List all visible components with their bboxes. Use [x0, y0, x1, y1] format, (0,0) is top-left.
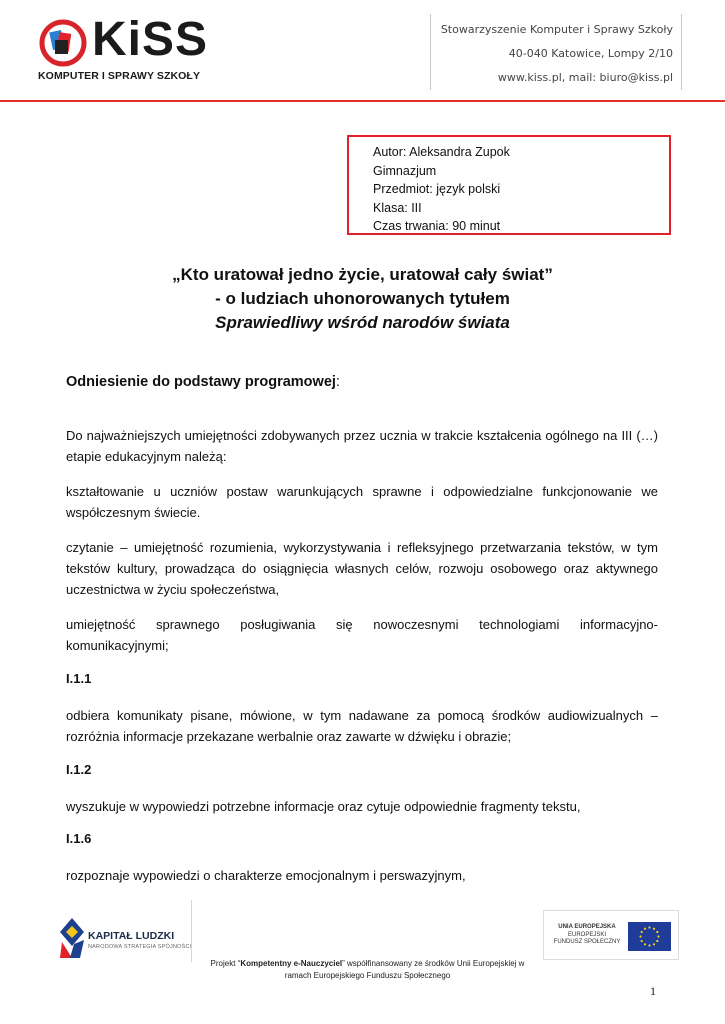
eu-line-3: FUNDUSZ SPOŁECZNY [553, 939, 621, 945]
project-pre: Projekt “ [210, 959, 241, 968]
paragraph-requirement-3: rozpoznaje wypowiedzi o charakterze emocjonalnym i perswazyjnym, [66, 868, 466, 883]
eu-efs-logo [543, 910, 679, 960]
info-subject: Przedmiot: język polski [373, 182, 501, 196]
eu-flag-icon [628, 922, 671, 951]
section-heading-colon: : [335, 374, 340, 390]
title-line-1: „Kto uratował jedno życie, uratował cały świat” [172, 265, 553, 284]
project-post: ” współfinansowany ze środków Unii Europejskiej w [342, 959, 525, 968]
info-school: Gimnazjum [373, 163, 437, 178]
eu-line-2: EUROPEJSKI [567, 931, 606, 938]
contact-block [441, 18, 673, 90]
paragraph-reading: czytanie – umiejętność rozumienia, wykorzystywania i refleksyjnego przetwarzania tekstów, w tym tekstów kultury, prowadząca do osiągnięcia własnych celów, rozwoju osobowego oraz aktywnego uczestnictwa w życiu społeczeństwa, [66, 540, 658, 597]
info-class: Klasa: III [373, 200, 422, 215]
title-line-2: - o ludziach uhonorowanych tytułem [215, 289, 510, 308]
header-divider-left [430, 14, 431, 90]
kapital-ludzki-logo [60, 918, 190, 960]
header-divider-right [681, 14, 682, 90]
document-title [0, 263, 725, 335]
kiss-logo-icon [38, 18, 88, 68]
logo-subtitle: KOMPUTER I SPRAWY SZKOŁY [38, 70, 201, 82]
kiss-logo [38, 14, 213, 86]
project-line-1 [150, 958, 585, 970]
kapital-ludzki-subtitle: NARODOWA STRATEGIA SPÓJNOŚCI [88, 944, 192, 950]
requirement-code-3: I.1.6 [66, 831, 92, 846]
contact-web-mail: www.kiss.pl, mail: biuro@kiss.pl [497, 71, 673, 84]
header-rule [0, 100, 725, 102]
paragraph-requirement-2: wyszukuje w wypowiedzi potrzebne informacje oraz cytuje odpowiednie fragmenty tekstu, [66, 799, 581, 814]
kapital-ludzki-title: KAPITAŁ LUDZKI [88, 930, 175, 942]
paragraph-intro: Do najważniejszych umiejętności zdobywanych przez ucznia w trakcie kształcenia ogólnego na III (…) etapie edukacyjnym należą: [66, 428, 658, 464]
requirement-code-2: I.1.2 [66, 762, 92, 777]
lesson-info-box [347, 135, 671, 235]
paragraph-technology: umiejętność sprawnego posługiwania się nowoczesnymi technologiami informacyjno-komunikacyjnymi; [66, 617, 658, 653]
title-line-3: Sprawiedliwy wśród narodów świata [215, 313, 510, 332]
project-note [150, 958, 585, 982]
paragraph-requirement-1: odbiera komunikaty pisane, mówione, w tym nadawane za pomocą środków audiowizualnych – rozróżnia informacje przekazane werbalnie oraz zawarte w dźwięku i obrazie; [66, 708, 658, 744]
requirement-code-1: I.1.1 [66, 671, 92, 686]
contact-address: 40-040 Katowice, Lompy 2/10 [508, 47, 673, 60]
logo-wordmark: KiSS [92, 13, 209, 66]
section-heading [66, 374, 340, 390]
contact-organization: Stowarzyszenie Komputer i Sprawy Szkoły [440, 23, 673, 36]
info-duration: Czas trwania: 90 minut [373, 219, 501, 233]
project-line-2: ramach Europejskiego Funduszu Społecznego [284, 971, 451, 980]
eu-text [552, 924, 622, 947]
paragraph-attitudes: kształtowanie u uczniów postaw warunkujących sprawne i odpowiedzialne funkcjonowanie we współczesnym świecie. [66, 484, 658, 520]
project-name: Kompetentny e-Nauczyciel [240, 959, 343, 968]
kapital-ludzki-icon [60, 918, 84, 958]
section-heading-text: Odniesienie do podstawy programowej [66, 374, 336, 390]
eu-line-1: UNIA EUROPEJSKA [558, 924, 616, 930]
footer-divider [191, 900, 192, 962]
page-number: 1 [650, 984, 656, 998]
info-author: Autor: Aleksandra Zupok [373, 145, 510, 159]
